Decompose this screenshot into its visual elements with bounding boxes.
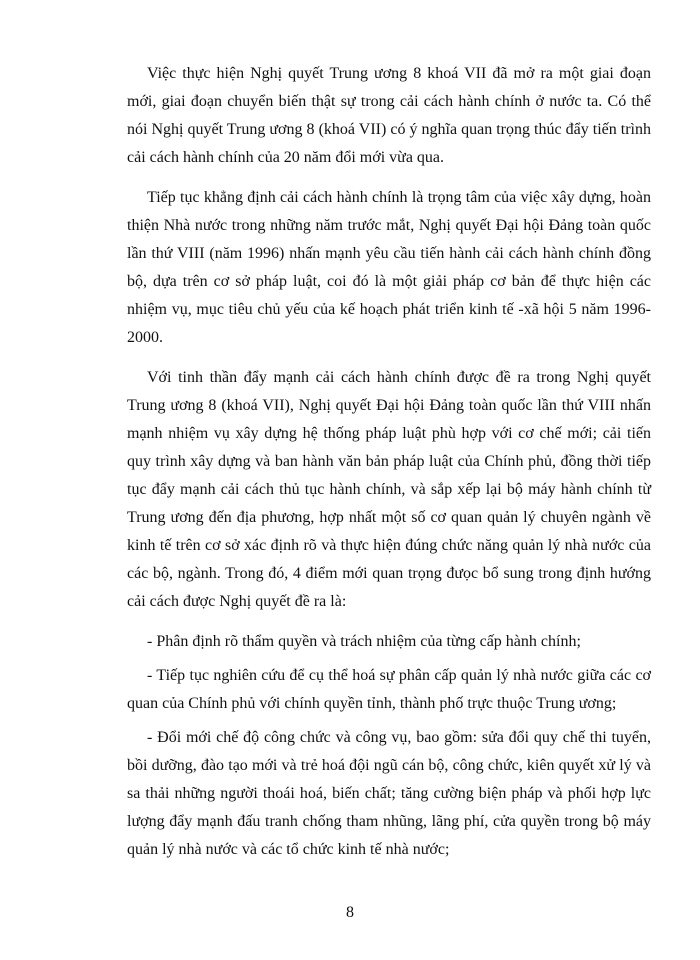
paragraph-2: Tiếp tục khẳng định cải cách hành chính là trọng tâm của việc xây dựng, hoàn thiện Nhà nước trong những năm trước mắt, Nghị quyết Đại hội Đảng toàn quốc lần thứ VIII (năm 1996) nhấn mạnh yêu cầu tiến hành cải cách hành chính đồng bộ, dựa trên cơ sở pháp luật, coi đó là một giải pháp cơ bản để thực hiện các nhiệm vụ, mục tiêu chủ yếu của kế hoạch phát triển kinh tế -xã hội 5 năm 1996-2000. xyxy=(127,189,651,346)
paragraph-1: Việc thực hiện Nghị quyết Trung ương 8 khoá VII đã mở ra một giai đoạn mới, giai đoạn chuyển biến thật sự trong cải cách hành chính ở nước ta. Có thể nói Nghị quyết Trung ương 8 (khoá VII) có ý nghĩa quan trọng thúc đẩy tiến trình cải cách hành chính của 20 năm đổi mới vừa qua. xyxy=(127,65,651,166)
bullet-item-1: - Phân định rõ thẩm quyền và trách nhiệm của từng cấp hành chính; xyxy=(147,633,581,650)
bullet-item-2: - Tiếp tục nghiên cứu để cụ thể hoá sự phân cấp quản lý nhà nước giữa các cơ quan của Chính phủ với chính quyền tỉnh, thành phố trực thuộc Trung ương; xyxy=(127,667,651,712)
page-number: 8 xyxy=(346,904,354,921)
paragraph-3: Với tinh thần đẩy mạnh cải cách hành chính được đề ra trong Nghị quyết Trung ương 8 (khoá VII), Nghị quyết Đại hội Đảng toàn quốc lần thứ VIII nhấn mạnh nhiệm vụ xây dựng hệ thống pháp luật phù hợp với cơ chế mới; cải tiến quy trình xây dựng và ban hành văn bản pháp luật của Chính phủ, đồng thời tiếp tục đẩy mạnh cải cách thủ tục hành chính, và sắp xếp lại bộ máy hành chính từ Trung ương đến địa phương, hợp nhất một số cơ quan quản lý chuyên ngành về kinh tế trên cơ sở xác định rõ và thực hiện đúng chức năng quản lý nhà nước của các bộ, ngành. Trong đó, 4 điểm mới quan trọng đưọc bổ sung trong định hướng cải cách được Nghị quyết đề ra là: xyxy=(127,369,651,610)
page-body xyxy=(127,60,651,876)
bullet-item-3: - Đổi mới chế độ công chức và công vụ, bao gồm: sửa đổi quy chế thi tuyển, bồi dưỡng, đào tạo mới và trẻ hoá đội ngũ cán bộ, công chức, kiên quyết xử lý và sa thải những người thoái hoá, biến chất; tăng cường biện pháp và phối hợp lực lượng đẩy mạnh đấu tranh chống tham nhũng, lãng phí, cửa quyền trong bộ máy quản lý nhà nước và các tổ chức kinh tế nhà nước; xyxy=(127,729,651,858)
